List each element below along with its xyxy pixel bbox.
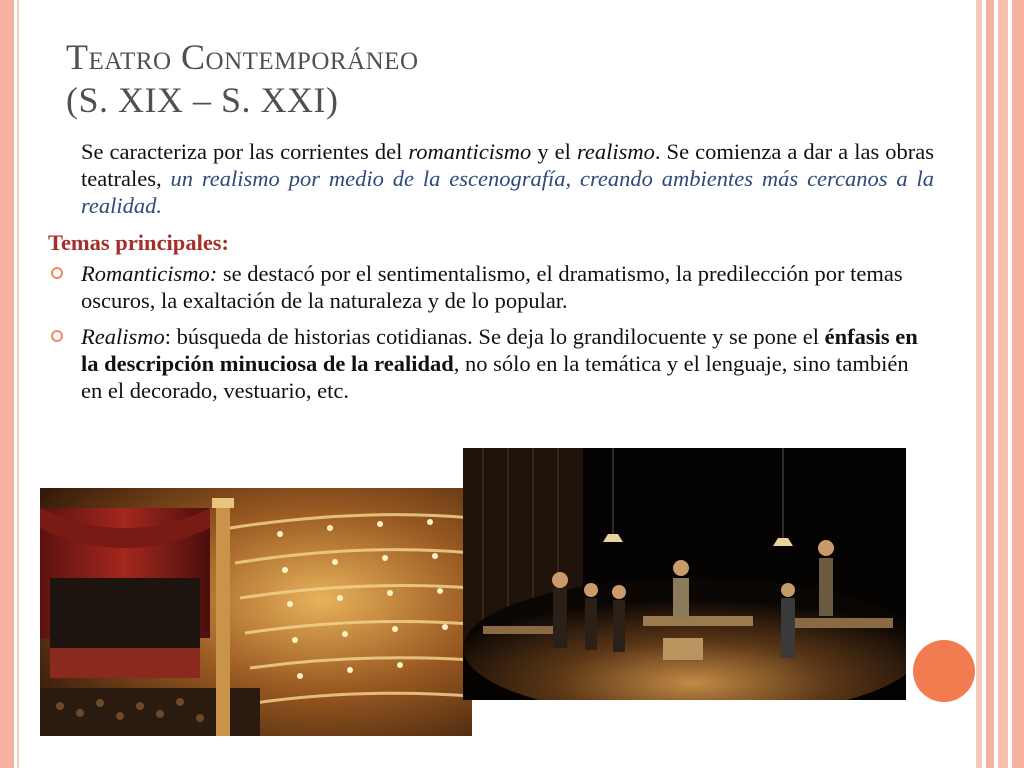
- slide-content: [48, 138, 934, 404]
- opera-house-photo: [40, 488, 472, 736]
- bullet-bold-text: énfasis en la descripción minuciosa de la realidad: [81, 324, 918, 376]
- intro-text-3: . Se comienza a dar a las obras teatrales,: [81, 139, 934, 191]
- left-border-decoration: [0, 0, 14, 768]
- title-main: Teatro Contemporáneo: [66, 37, 419, 77]
- intro-paragraph: [81, 138, 934, 219]
- bullet-realismo: [48, 323, 934, 404]
- intro-realismo: realismo: [576, 139, 655, 164]
- temas-heading: Temas principales:: [48, 230, 230, 255]
- bullet-romanticismo: [48, 260, 934, 314]
- bullet-text-b: , no sólo en la temática y el lenguaje, sino también en el decorado, vestuario, etc.: [81, 351, 909, 403]
- intro-text-1: Se caracteriza por las corrientes del: [81, 139, 409, 164]
- bullet-term: Realismo: [81, 324, 165, 349]
- intro-romanticismo: romanticismo: [408, 139, 532, 164]
- slide-title: [66, 36, 419, 122]
- bullet-term: Romanticismo:: [81, 261, 218, 286]
- intro-highlight: un realismo por medio de la escenografía, creando ambientes más cercanos a la realidad.: [81, 166, 935, 218]
- right-stripes-decoration: [976, 0, 1024, 768]
- intro-text-2: y el: [531, 139, 577, 164]
- decorative-orange-circle: [913, 640, 975, 702]
- stage-scene-photo: [463, 448, 906, 700]
- left-border-line: [17, 0, 19, 768]
- bullet-circle-icon: [51, 267, 63, 279]
- title-sub: (S. XIX – S. XXI): [66, 80, 339, 120]
- bullet-text-a: : búsqueda de historias cotidianas. Se deja lo grandilocuente y se pone el: [164, 324, 825, 349]
- bullet-text: se destacó por el sentimentalismo, el dramatismo, la predilección por temas oscuros, la exaltación de la naturaleza y de lo popular.: [81, 261, 903, 313]
- bullet-circle-icon: [51, 330, 63, 342]
